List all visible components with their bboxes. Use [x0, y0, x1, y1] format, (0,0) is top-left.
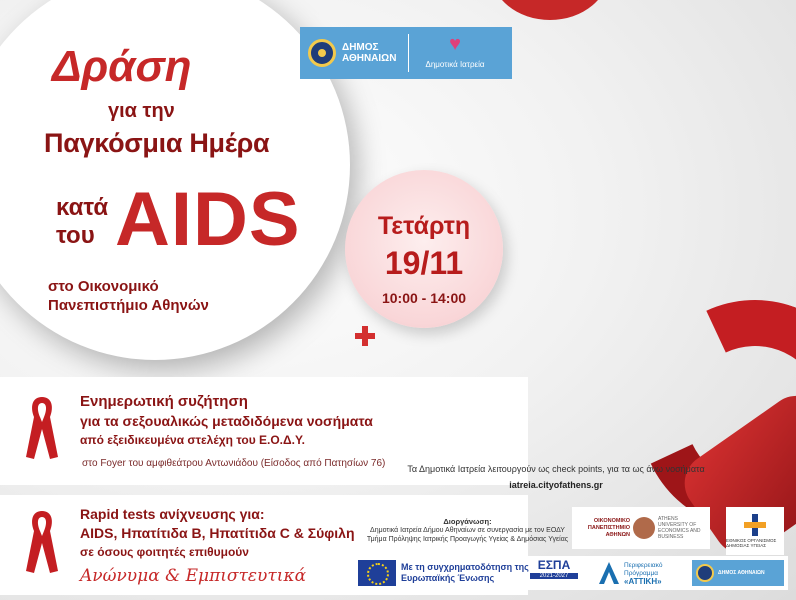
espa-word: ΕΣΠΑ [537, 558, 571, 572]
aueb-emblem-icon [633, 517, 655, 539]
dimos-logo-text [342, 42, 404, 64]
attiki-line-1: Περιφερειακό [624, 562, 663, 569]
small-dimos-logo [692, 560, 784, 586]
logo-divider [408, 34, 409, 72]
iatreia-label: Δημοτικά Ιατρεία [425, 60, 485, 69]
headline-gia-tin: για την [108, 100, 175, 122]
activity-2-tagline: Ανώνυμα & Εμπιστευτικά [80, 566, 307, 586]
iatreia-logo [415, 34, 495, 72]
attiki-icon [597, 560, 621, 586]
activity-1-subtitle: για τα σεξουαλικώς μεταδιδόμενα νοσήματα [80, 413, 373, 429]
venue-line-1: στο Οικονομικό [48, 278, 159, 295]
small-dimos-text: ΔΗΜΟΣ ΑΘΗΝΑΙΩΝ [718, 570, 765, 576]
event-date: 19/11 [384, 245, 464, 281]
organizers-block [360, 517, 575, 544]
activity-2-audience: σε όσους φοιτητές επιθυμούν [80, 545, 249, 559]
eody-name: ΕΘΝΙΚΟΣ ΟΡΓΑΝΙΣΜΟΣ ΔΗΜΟΣΙΑΣ ΥΓΕΙΑΣ [726, 538, 777, 548]
activity-1-place: στο Foyer του αμφιθεάτρου Αντωνιάδου (Είσοδος από Πατησίων 76) [82, 458, 386, 469]
red-cross-icon [355, 326, 375, 346]
event-hours: 10:00 - 14:00 [381, 290, 467, 306]
venue-line-2: Πανεπιστήμιο Αθηνών [48, 297, 209, 314]
espa-years: 2021-2027 [530, 573, 578, 579]
attiki-program [624, 562, 662, 587]
iatreia-url[interactable]: iatreia.cityofathens.gr [509, 480, 603, 490]
headline-drasi: Δράση [52, 42, 192, 91]
eody-logo [726, 507, 784, 555]
eody-cross-icon [744, 514, 766, 536]
checkpoint-text: Τα Δημοτικά Ιατρεία λειτουργούν ως check points, για τα ως άνω νοσήματα [407, 464, 705, 474]
attiki-name: «ΑΤΤΙΚΗ» [624, 577, 662, 586]
aueb-greek-name: ΟΙΚΟΝΟΜΙΚΟ ΠΑΝΕΠΙΣΤΗΜΙΟ ΑΘΗΝΩΝ [587, 517, 630, 538]
headline-pagkosmia-imera: Παγκόσμια Ημέρα [44, 128, 270, 158]
eu-flag-icon [358, 560, 396, 586]
eu-funding-text: Με τη συγχρηματοδότηση της Ευρωπαϊκής Ένωσης [401, 562, 529, 583]
organizers-line-2: Τμήμα Πρόληψης Ιατρικής Προαγωγής Υγείας & Δημόσιας Υγείας [366, 536, 569, 543]
aueb-logo [572, 507, 710, 549]
activity-2-title: Rapid tests ανίχνευσης για: [80, 506, 265, 522]
headline-tou: του [56, 222, 95, 249]
small-city-seal-icon [696, 564, 714, 582]
event-weekday: Τετάρτη [377, 212, 471, 240]
organizers-title: Διοργάνωση: [443, 517, 492, 526]
city-seal-icon [308, 39, 336, 67]
dimos-line-1: ΔΗΜΟΣ [342, 42, 379, 53]
activity-1-by: από εξειδικευμένα στελέχη του Ε.Ο.Δ.Υ. [80, 433, 305, 447]
heart-icon: ♥ [449, 33, 461, 55]
organizers-line-1: Δημοτικά Ιατρεία Δήμου Αθηναίων σε συνεργασία με τον ΕΟΔΥ [370, 527, 565, 534]
attiki-line-2: Πρόγραμμα [624, 570, 658, 577]
city-logos-box [300, 27, 512, 79]
dimos-line-2: ΑΘΗΝΑΙΩΝ [342, 53, 397, 64]
espa-logo [530, 558, 578, 588]
aueb-english-name: ATHENS UNIVERSITY OF ECONOMICS AND BUSINESS [658, 516, 701, 540]
headline-aids: AIDS [115, 177, 301, 262]
headline-kata: κατά [56, 194, 109, 221]
aids-ribbon-icon [22, 507, 62, 577]
activity-2-diseases: AIDS, Ηπατίτιδα Β, Ηπατίτιδα C & Σύφιλη [80, 525, 355, 541]
aids-ribbon-icon [22, 393, 62, 463]
activity-1-title: Ενημερωτική συζήτηση [80, 393, 248, 410]
